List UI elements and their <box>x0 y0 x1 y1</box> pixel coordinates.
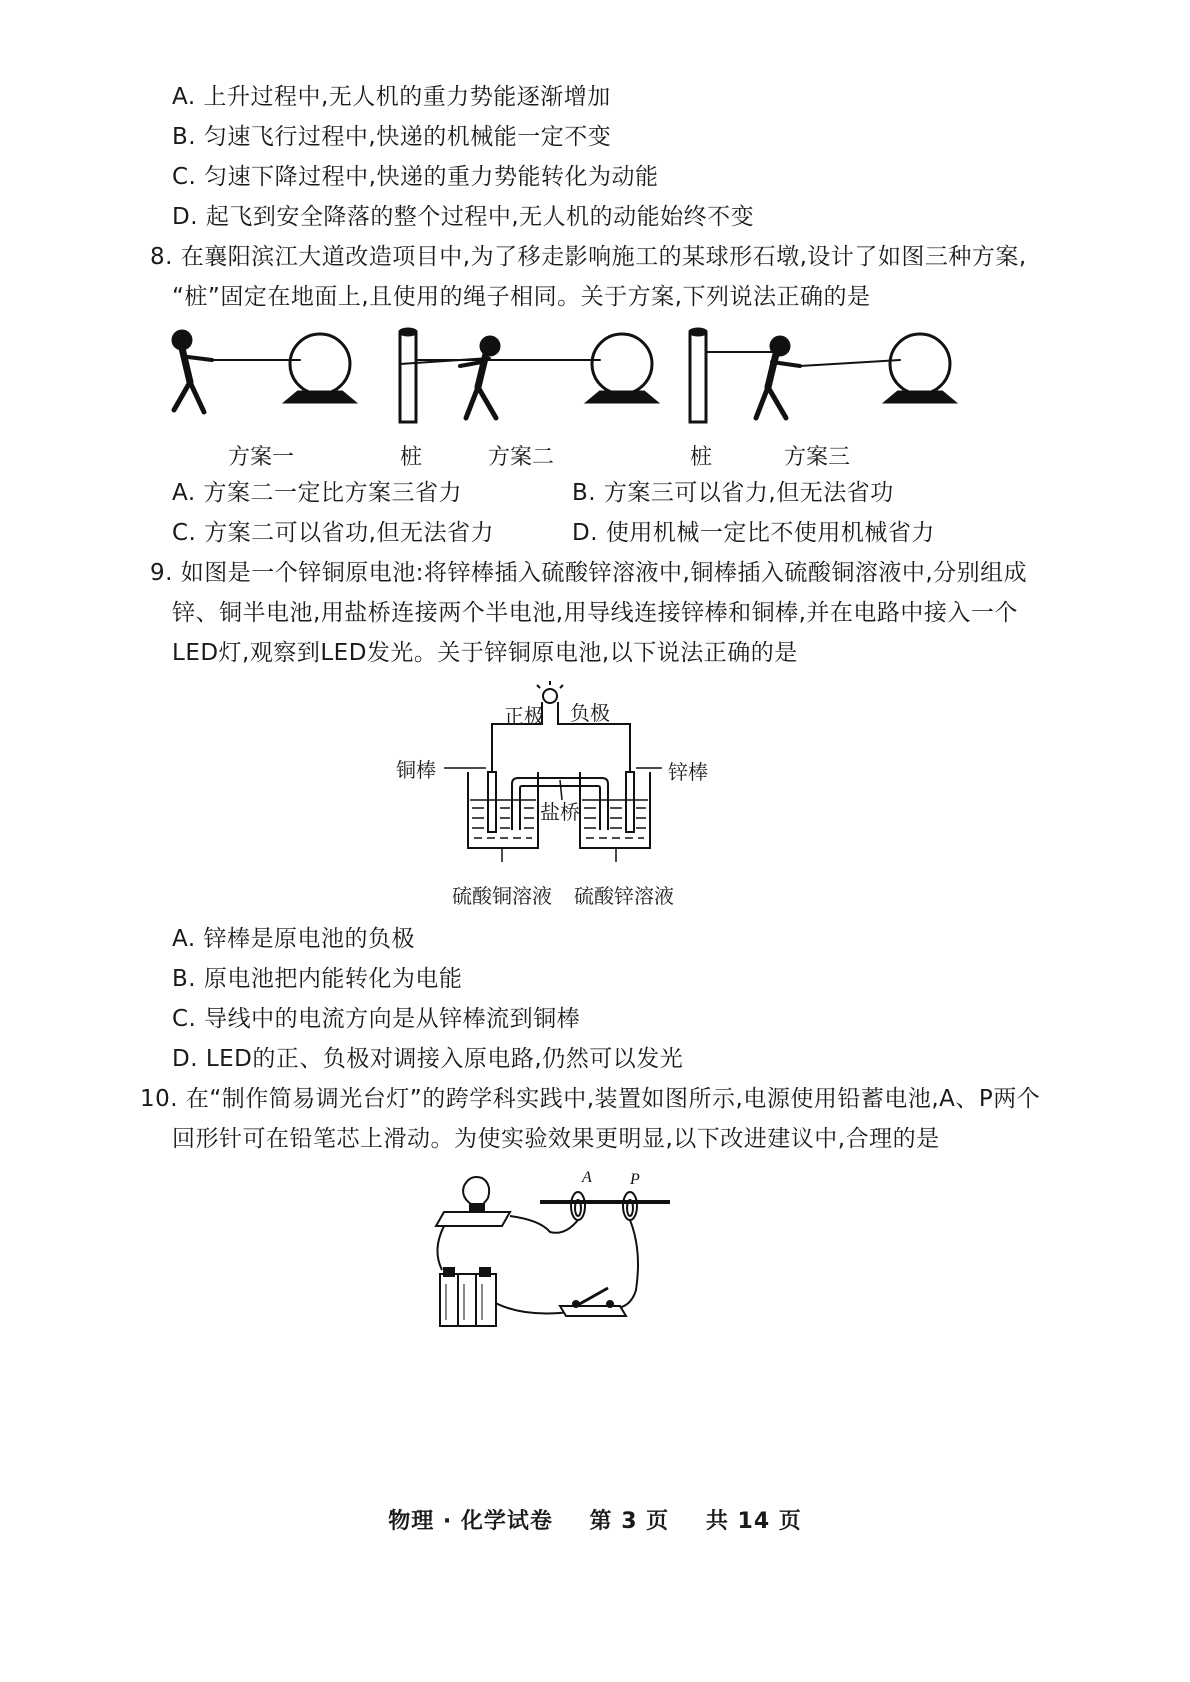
clip-a-label: A <box>582 1170 592 1186</box>
stone-ball-icon <box>886 334 954 402</box>
switch-icon <box>560 1288 626 1316</box>
q8-stem-line1: 8. 在襄阳滨江大道改造项目中,为了移走影响施工的某球形石墩,设计了如图三种方案, <box>150 244 1027 270</box>
q9-stem-line2: 锌、铜半电池,用盐桥连接两个半电池,用导线连接锌棒和铜棒,并在电路中接入一个 <box>172 600 1018 626</box>
q8-figure <box>160 322 1030 432</box>
q7-option-d: D. 起飞到安全降落的整个过程中,无人机的动能始终不变 <box>172 204 755 230</box>
q7-option-c: C. 匀速下降过程中,快递的重力势能转化为动能 <box>172 164 659 190</box>
copper-rod-label: 铜棒 <box>396 758 436 782</box>
q8-stem-line2: “桩”固定在地面上,且使用的绳子相同。关于方案,下列说法正确的是 <box>172 284 871 310</box>
bulb-icon <box>436 1177 510 1226</box>
q9-stem-line1: 9. 如图是一个锌铜原电池:将锌棒插入硫酸锌溶液中,铜棒插入硫酸铜溶液中,分别组成 <box>150 560 1028 586</box>
page-footer <box>0 1504 1190 1535</box>
person-icon <box>756 337 800 418</box>
footer-subject: 物理 · 化学试卷 <box>388 1509 553 1534</box>
stone-ball-icon <box>588 334 656 402</box>
pile-label-b: 桩 <box>690 445 713 470</box>
stone-ball-icon <box>286 334 354 402</box>
q10-stem-line1: 10. 在“制作简易调光台灯”的跨学科实践中,装置如图所示,电源使用铅蓄电池,A、P两个 <box>140 1086 1041 1112</box>
negative-pole-label: 负极 <box>570 701 610 725</box>
clip-icon <box>623 1192 637 1220</box>
zinc-sulfate-label: 硫酸锌溶液 <box>574 884 674 908</box>
salt-bridge-label: 盐桥 <box>540 800 580 824</box>
battery-icon <box>440 1268 496 1326</box>
q9-stem-line3: LED灯,观察到LED发光。关于锌铜原电池,以下说法正确的是 <box>172 640 798 666</box>
person-icon <box>460 337 499 418</box>
person-icon <box>173 331 212 412</box>
zinc-rod-label: 锌棒 <box>668 760 708 784</box>
pile-icon <box>690 329 706 422</box>
q10-dimmer-lamp-figure <box>430 1170 690 1340</box>
q8-option-d: D. 使用机械一定比不使用机械省力 <box>572 520 935 546</box>
footer-page-number: 第 3 页 <box>589 1509 670 1534</box>
q8-option-b: B. 方案三可以省力,但无法省功 <box>572 480 894 506</box>
q7-option-b: B. 匀速飞行过程中,快递的机械能一定不变 <box>172 124 612 150</box>
clip-icon <box>571 1192 585 1220</box>
pile-label-a: 桩 <box>400 445 423 470</box>
q9-option-d: D. LED的正、负极对调接入原电路,仍然可以发光 <box>172 1046 684 1072</box>
plan3-label: 方案三 <box>784 445 851 470</box>
q10-stem-line2: 回形针可在铅笔芯上滑动。为使实验效果更明显,以下改进建议中,合理的是 <box>172 1126 940 1152</box>
positive-pole-label: 正极 <box>504 704 544 728</box>
footer-total-pages: 共 14 页 <box>705 1509 802 1534</box>
copper-sulfate-label: 硫酸铜溶液 <box>452 884 552 908</box>
q9-option-c: C. 导线中的电流方向是从锌棒流到铜棒 <box>172 1006 581 1032</box>
q9-option-b: B. 原电池把内能转化为电能 <box>172 966 463 992</box>
plan2-label: 方案二 <box>488 445 555 470</box>
q7-option-a: A. 上升过程中,无人机的重力势能逐渐增加 <box>172 84 611 110</box>
plan1-label: 方案一 <box>228 445 295 470</box>
q9-option-a: A. 锌棒是原电池的负极 <box>172 926 415 952</box>
q8-option-a: A. 方案二一定比方案三省力 <box>172 480 462 506</box>
clip-p-label: P <box>630 1171 640 1188</box>
pile-icon <box>400 329 416 422</box>
q8-option-c: C. 方案二可以省功,但无法省力 <box>172 520 494 546</box>
